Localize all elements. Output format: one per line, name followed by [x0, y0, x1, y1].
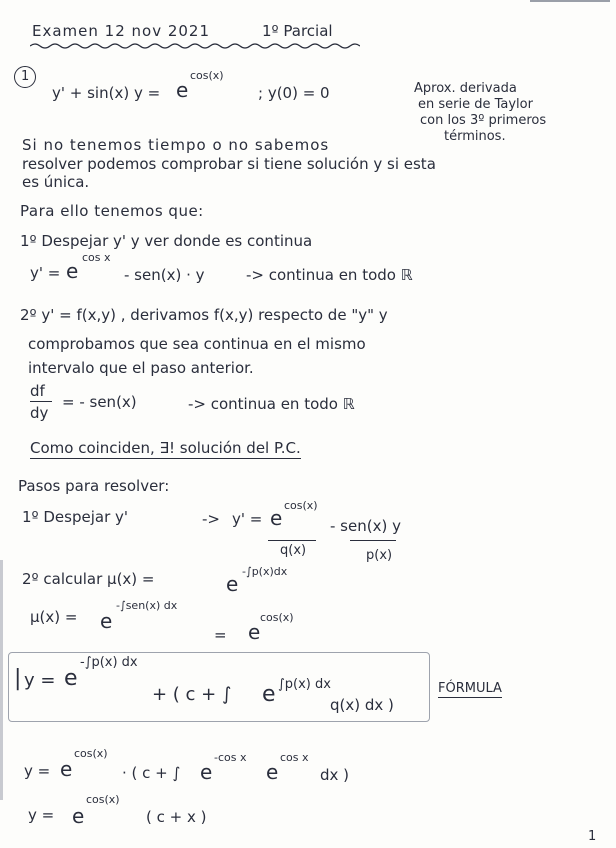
pasos-step2-exponent: -∫p(x)dx — [242, 565, 288, 578]
formula-label-text: FÓRMULA — [438, 681, 502, 696]
pasos-step1-exponent: cos(x) — [284, 499, 318, 512]
pasos-step2-base: e — [226, 572, 239, 596]
initial-condition: ; y(0) = 0 — [258, 84, 330, 102]
step1-rest: - sen(x) · y — [124, 266, 205, 284]
deriv-numerator: df — [30, 382, 45, 400]
mu-base: e — [100, 609, 113, 633]
mu-equals: = — [214, 626, 227, 644]
exam-part: 1º Parcial — [262, 22, 333, 40]
side-note-line3: con los 3º primeros — [420, 113, 547, 128]
line-b-tail: ( c + x ) — [146, 808, 207, 826]
step1-label: 1º Despejar y' y ver donde es continua — [20, 232, 313, 250]
pasos-title: Pasos para resolver: — [18, 477, 170, 495]
line-a-exponent: cos(x) — [74, 747, 108, 760]
mu-lhs: μ(x) = — [30, 608, 78, 626]
deriv-arrow: -> continua en todo ℝ — [188, 395, 355, 413]
side-note-line1: Aprox. derivada — [414, 81, 517, 96]
step2-line2: comprobamos que sea continua en el mismo — [28, 335, 366, 353]
page-number: 1 — [588, 829, 597, 844]
formula-base: e — [64, 666, 78, 691]
step1-exponent: cos x — [82, 251, 111, 264]
intro-line2: resolver podemos comprobar si tiene solución y si esta — [22, 155, 436, 173]
step1-arrow: -> continua en todo ℝ — [246, 266, 413, 284]
step1-base: e — [66, 259, 79, 283]
deriv-rhs: = - sen(x) — [62, 393, 137, 411]
intro-line1: Si no tenemos tiempo o no sabemos — [22, 136, 330, 154]
deriv-denominator: dy — [30, 404, 49, 422]
line-a-exponent2: -cos x — [214, 751, 247, 764]
formula-exponent: -∫p(x) dx — [80, 655, 138, 670]
p-underbar — [350, 540, 396, 541]
line-b-base: e — [72, 804, 85, 828]
scan-edge-left — [0, 560, 3, 800]
line-b-exponent: cos(x) — [86, 793, 120, 806]
mu-exponent: -∫sen(x) dx — [116, 599, 178, 612]
step2-label: 2º y' = f(x,y) , derivamos f(x,y) respecto de "y" y — [20, 306, 388, 324]
line-a-exponent3: cos x — [280, 751, 309, 764]
step2-line3: intervalo que el paso anterior. — [28, 359, 254, 377]
title-underline — [30, 42, 360, 50]
equation-lhs: y' + sin(x) y = — [52, 84, 161, 102]
formula-middle: + ( c + ∫ — [152, 684, 232, 705]
formula-lhs: y = — [24, 670, 56, 691]
q-label: q(x) — [280, 543, 307, 558]
mu-base2: e — [248, 620, 261, 644]
intro-line3: es única. — [22, 173, 90, 191]
line-a-tail: dx ) — [320, 766, 350, 784]
line-a-middle: · ( c + ∫ — [122, 764, 181, 782]
pasos-step2-label: 2º calcular μ(x) = — [22, 570, 155, 588]
formula-base2: e — [262, 682, 276, 707]
side-note-line2: en serie de Taylor — [418, 97, 533, 112]
p-label: p(x) — [366, 548, 393, 563]
para-ello: Para ello tenemos que: — [20, 202, 204, 220]
q-underbar — [268, 540, 316, 541]
line-a-base2: e — [200, 760, 213, 784]
line-a-base3: e — [266, 760, 279, 784]
equation-exponent: cos(x) — [190, 69, 224, 82]
pasos-step1-lhs: y' = — [232, 510, 263, 528]
conclusion-text: Como coinciden, ∃! solución del P.C. — [30, 439, 301, 457]
deriv-fraction-bar — [30, 401, 52, 402]
pasos-step1-rest: - sen(x) y — [330, 517, 401, 535]
problem-number: 1 — [21, 69, 30, 84]
line-b-lhs: y = — [28, 806, 55, 824]
step1-lhs: y' = — [30, 264, 61, 282]
conclusion — [30, 441, 301, 456]
equation-base: e — [176, 78, 189, 102]
problem-number-circle — [14, 66, 36, 88]
formula-bracket-left: | — [14, 666, 22, 691]
scan-edge — [530, 0, 610, 2]
line-a-lhs: y = — [24, 762, 51, 780]
exam-title: Examen 12 nov 2021 — [32, 22, 211, 40]
pasos-step1-label: 1º Despejar y' — [22, 508, 129, 526]
formula-tail: q(x) dx ) — [330, 696, 394, 714]
pasos-step1-arrow: -> — [202, 510, 220, 528]
mu-exponent2: cos(x) — [260, 611, 294, 624]
pasos-step1-base: e — [270, 506, 283, 530]
formula-label — [438, 682, 502, 695]
formula-exponent2: ∫p(x) dx — [278, 677, 331, 692]
side-note-line4: términos. — [444, 129, 506, 144]
line-a-base: e — [60, 757, 73, 781]
